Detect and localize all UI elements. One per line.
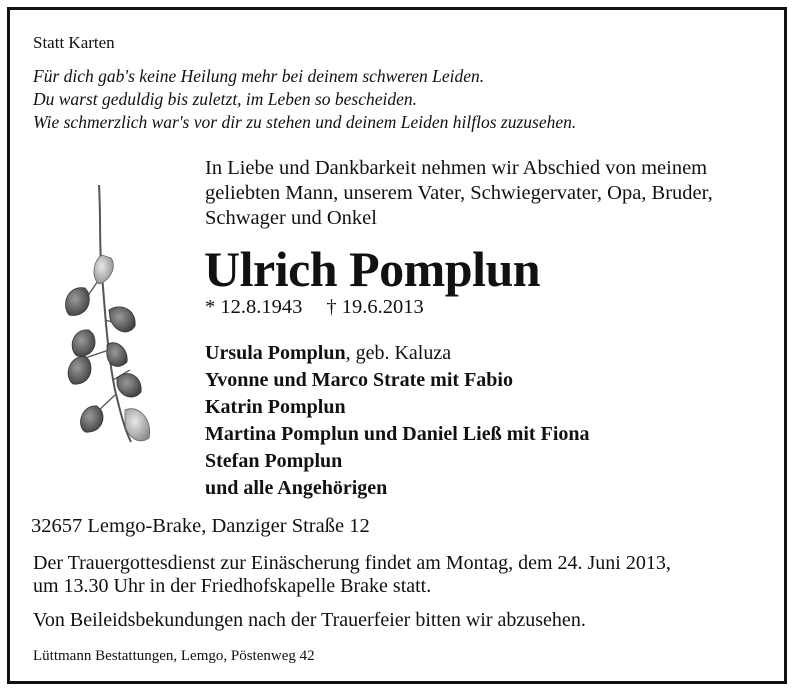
life-dates	[205, 296, 424, 319]
mourner-line: und alle Angehörigen	[205, 477, 388, 499]
condolence-note: Von Beileidsbekundungen nach der Trauerfeier bitten wir abzusehen.	[33, 609, 586, 631]
death-date: † 19.6.2013	[326, 296, 424, 318]
mourner-line: Yvonne und Marco Strate mit Fabio	[205, 369, 513, 391]
widow-maiden-name: , geb. Kaluza	[345, 342, 452, 364]
memorial-verse	[33, 65, 576, 134]
service-line: um 13.30 Uhr in der Friedhofskapelle Brake statt.	[33, 575, 432, 597]
mourner-line: Stefan Pomplun	[205, 450, 343, 472]
deceased-name: Ulrich Pomplun	[204, 241, 541, 297]
intro-line: In Liebe und Dankbarkeit nehmen wir Abschied von meinem	[205, 157, 708, 179]
mourner-line: Martina Pomplun und Daniel Ließ mit Fiona	[205, 423, 590, 445]
family-address: 32657 Lemgo-Brake, Danziger Straße 12	[31, 515, 370, 537]
verse-line: Für dich gab's keine Heilung mehr bei deinem schweren Leiden.	[33, 66, 485, 86]
widow-name: Ursula Pomplun	[205, 342, 346, 364]
mourner-line	[205, 340, 590, 367]
mourners-list	[205, 340, 590, 502]
farewell-intro	[205, 156, 713, 231]
verse-line: Du warst geduldig bis zuletzt, im Leben so bescheiden.	[33, 89, 418, 109]
birch-branch-illustration	[55, 180, 165, 460]
verse-line: Wie schmerzlich war's vor dir zu stehen und deinem Leiden hilflos zuzusehen.	[33, 112, 577, 132]
funeral-service-info	[33, 552, 671, 598]
intro-line: geliebten Mann, unserem Vater, Schwiegervater, Opa, Bruder,	[205, 182, 713, 204]
funeral-home-footer: Lüttmann Bestattungen, Lemgo, Pöstenweg 42	[33, 648, 315, 664]
intro-line: Schwager und Onkel	[205, 207, 377, 229]
birth-date: * 12.8.1943	[205, 296, 303, 318]
service-line: Der Trauergottesdienst zur Einäscherung findet am Montag, dem 24. Juni 2013,	[33, 552, 671, 574]
header-statt-karten: Statt Karten	[33, 33, 115, 52]
mourner-line: Katrin Pomplun	[205, 396, 346, 418]
